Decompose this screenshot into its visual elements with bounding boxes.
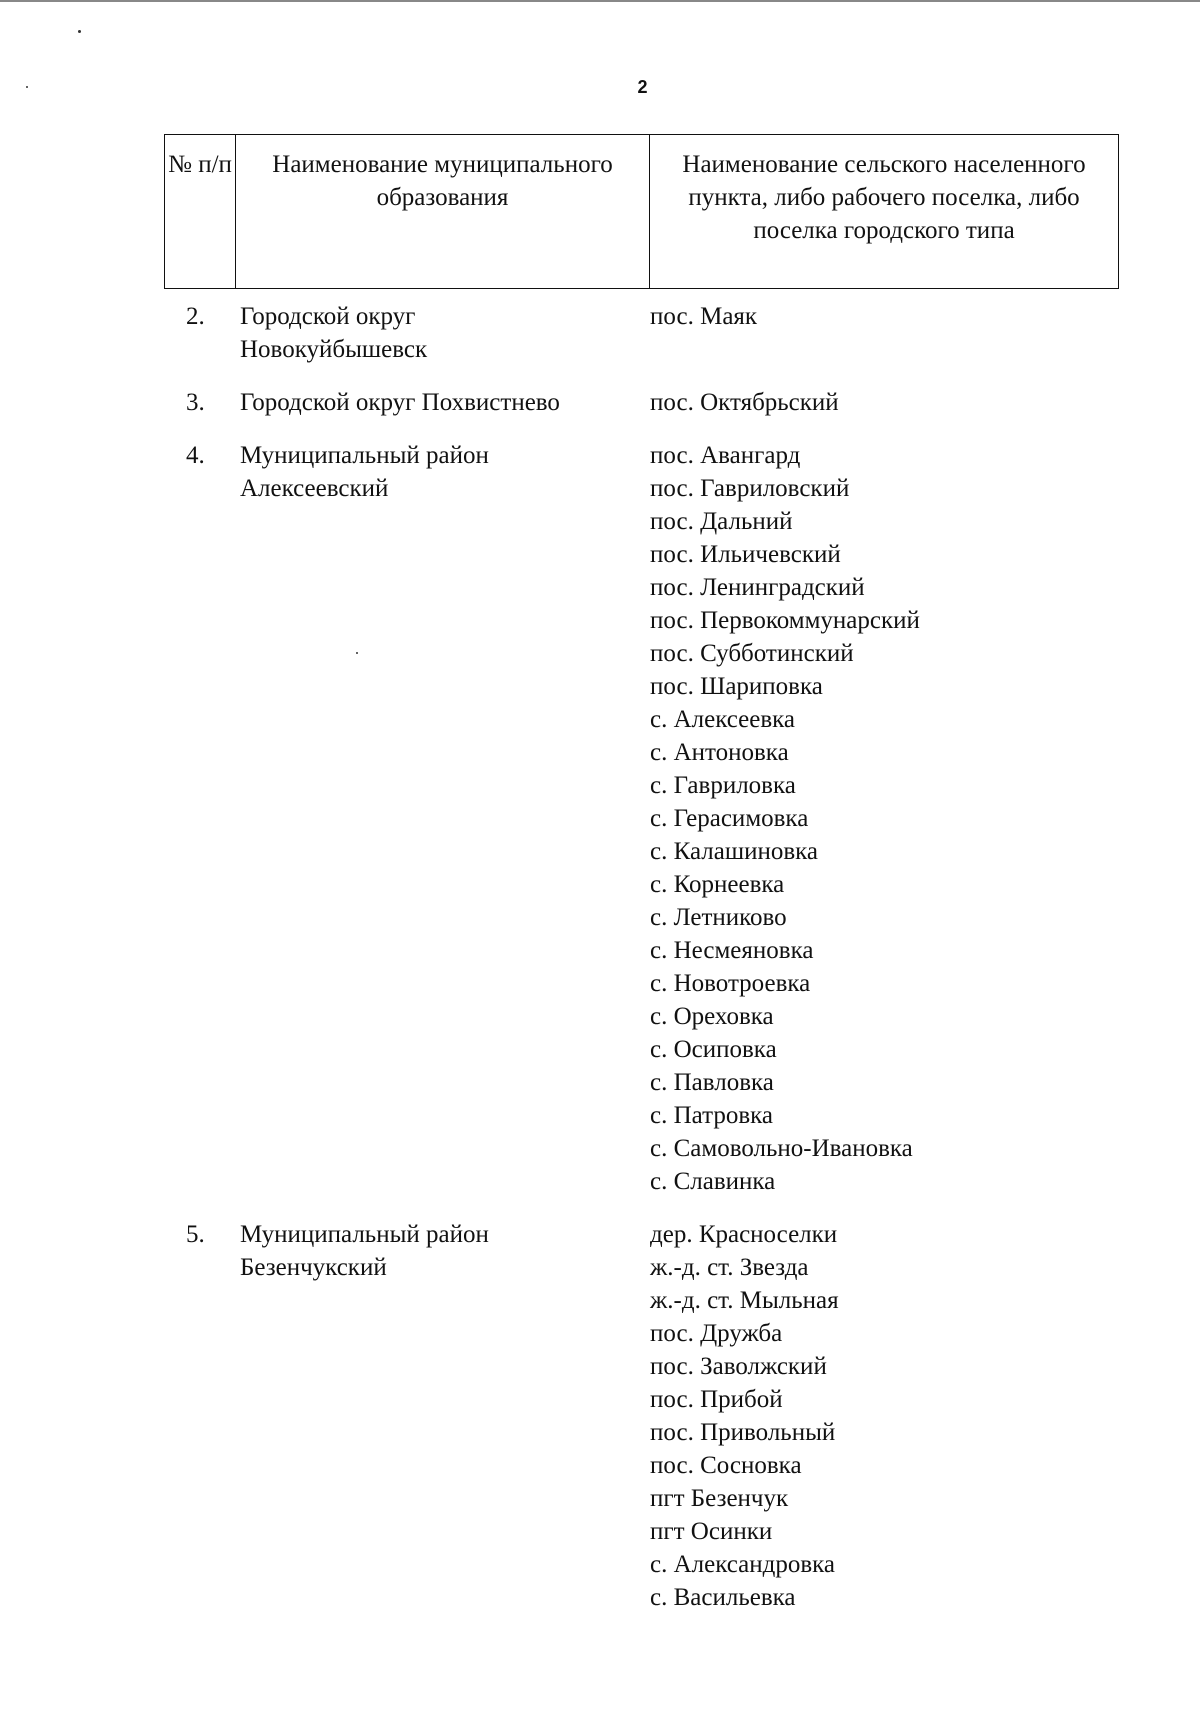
municipality-name <box>238 1218 650 1614</box>
settlement-item: пос. Субботинский <box>650 640 854 667</box>
settlement-item: с. Новотроевка <box>650 970 811 997</box>
table-body <box>0 300 1200 1634</box>
settlement-item: с. Самовольно-Ивановка <box>650 1135 913 1162</box>
table-row <box>0 386 1200 419</box>
settlement-list <box>650 300 1200 366</box>
scan-speck <box>356 652 358 654</box>
settlement-item: с. Павловка <box>650 1069 774 1096</box>
settlement-item: ж.-д. ст. Мыльная <box>650 1287 839 1314</box>
settlement-item: с. Несмеяновка <box>650 937 814 964</box>
municipality-name <box>238 386 650 419</box>
table-header <box>164 134 1119 289</box>
settlement-item: с. Васильевка <box>650 1584 796 1611</box>
municipality-line: Городской округ Похвистнево <box>240 389 560 416</box>
row-number: 2. <box>186 303 205 330</box>
municipality-name <box>238 439 650 1198</box>
table-row <box>0 300 1200 366</box>
municipality-line: Муниципальный район <box>240 1221 489 1248</box>
scan-speck <box>78 30 81 33</box>
municipality-line: Новокуйбышевск <box>240 336 428 363</box>
settlement-item: пос. Шариповка <box>650 673 823 700</box>
header-col-number: № п/п <box>165 135 236 288</box>
settlement-list <box>650 439 1200 1198</box>
settlement-item: пос. Дружба <box>650 1320 783 1347</box>
municipality-line: Безенчукский <box>240 1254 387 1281</box>
settlement-item: с. Калашиновка <box>650 838 819 865</box>
settlement-item: пос. Прибой <box>650 1386 783 1413</box>
settlement-item: пос. Заволжский <box>650 1353 827 1380</box>
settlement-item: пос. Сосновка <box>650 1452 802 1479</box>
row-number: 5. <box>186 1221 205 1248</box>
settlement-item: ж.-д. ст. Звезда <box>650 1254 809 1281</box>
settlement-item: с. Алексеевка <box>650 706 796 733</box>
settlement-item: с. Осиповка <box>650 1036 777 1063</box>
settlement-item: с. Герасимовка <box>650 805 809 832</box>
scan-top-edge <box>0 0 1200 2</box>
settlement-item: пос. Дальний <box>650 508 793 535</box>
settlement-item: с. Александровка <box>650 1551 836 1578</box>
page-number: 2 <box>637 77 648 97</box>
municipality-line: Городской округ <box>240 303 416 330</box>
settlement-item: с. Корнеевка <box>650 871 785 898</box>
settlement-list <box>650 386 1200 419</box>
municipality-line: Алексеевский <box>240 475 389 502</box>
row-number: 3. <box>186 389 205 416</box>
settlement-item: с. Гавриловка <box>650 772 796 799</box>
settlement-item: пос. Ленинградский <box>650 574 865 601</box>
settlement-list <box>650 1218 1200 1614</box>
settlement-item: с. Патровка <box>650 1102 773 1129</box>
table-row <box>0 1218 1200 1614</box>
settlement-item: дер. Красноселки <box>650 1221 838 1248</box>
settlement-item: пос. Первокоммунарский <box>650 607 920 634</box>
settlement-item: с. Славинка <box>650 1168 776 1195</box>
settlement-item: пос. Авангард <box>650 442 801 469</box>
settlement-item: пгт Осинки <box>650 1518 773 1545</box>
settlement-item: с. Ореховка <box>650 1003 774 1030</box>
settlement-item: пгт Безенчук <box>650 1485 789 1512</box>
settlement-item: пос. Привольный <box>650 1419 836 1446</box>
row-number: 4. <box>186 442 205 469</box>
settlement-item: пос. Октябрьский <box>650 389 839 416</box>
settlement-item: с. Летниково <box>650 904 787 931</box>
settlement-item: пос. Ильичевский <box>650 541 841 568</box>
header-col-settlement: Наименование сельского населенного пункта, либо рабочего поселка, либо поселка городского типа <box>682 151 1086 244</box>
settlement-item: с. Антоновка <box>650 739 789 766</box>
header-col-municipality: Наименование муниципального образования <box>236 135 650 288</box>
settlement-item: пос. Маяк <box>650 303 758 330</box>
municipality-name <box>238 300 650 366</box>
municipality-line: Муниципальный район <box>240 442 489 469</box>
settlement-item: пос. Гавриловский <box>650 475 850 502</box>
scan-speck <box>26 86 28 88</box>
table-row <box>0 439 1200 1198</box>
